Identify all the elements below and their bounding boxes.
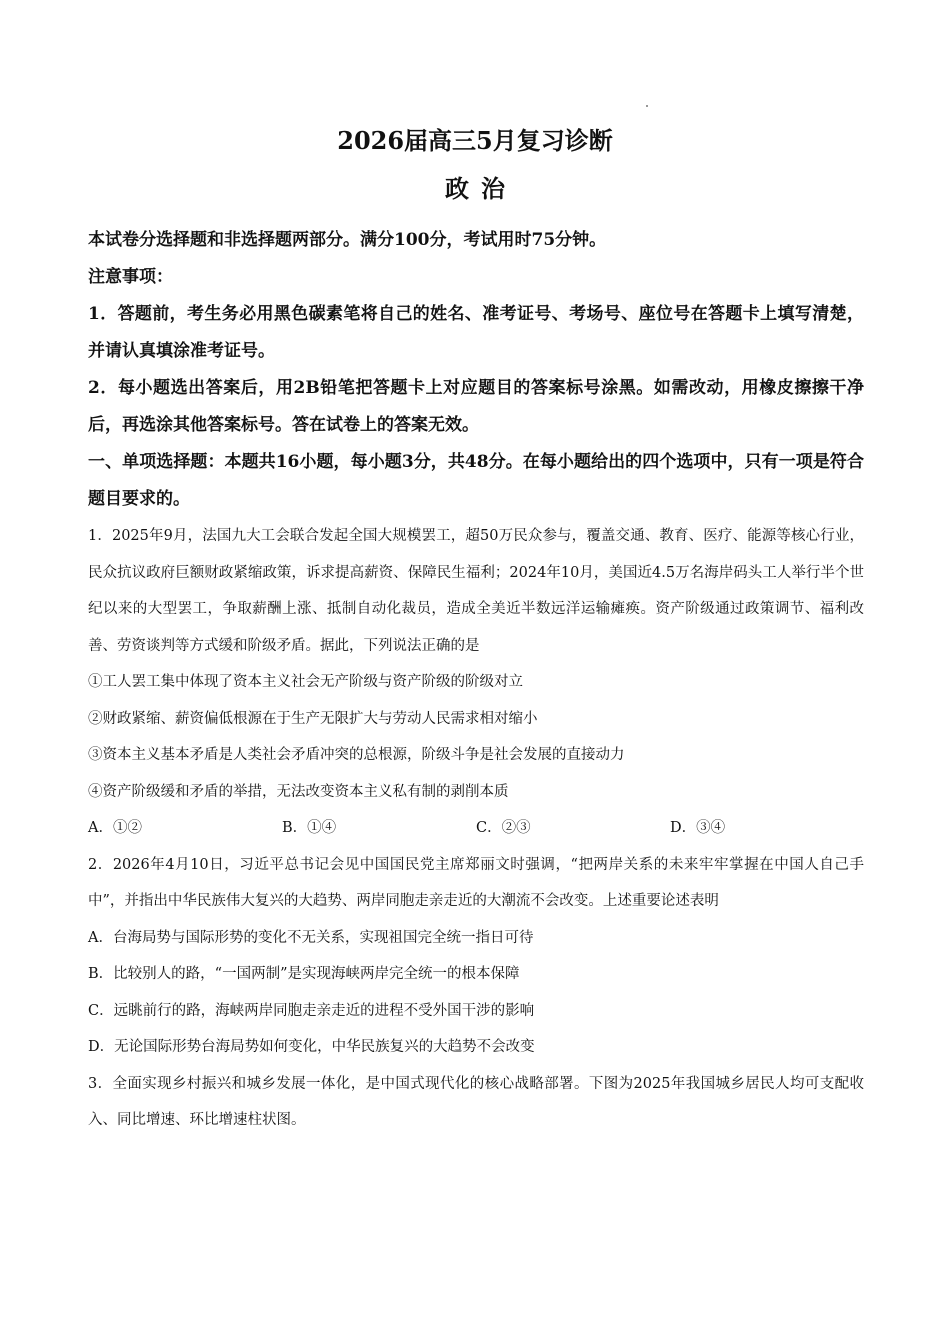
notice-item-2: 2．每小题选出答案后，用2B铅笔把答题卡上对应题目的答案标号涂黑。如需改动，用橡皮擦擦干净后，再选涂其他答案标号。答在试卷上的答案无效。 bbox=[88, 378, 864, 435]
option-c: C．②③ bbox=[476, 820, 531, 836]
question-stem: 1．2025年9月，法国九大工会联合发起全国大规模罢工，超50万民众参与，覆盖交通、教育、医疗、能源等核心行业，民众抗议政府巨额财政紧缩政策，诉求提高薪资、保障民生福利；2024年10月，美国近4.5万名海岸码头工人举行半个世纪以来的大型罢工，争取薪酬上涨、抵制自动化裁员，造成全美近半数远洋运输瘫痪。资产阶级通过政策调节、福利改善、劳资谈判等方式缓和阶级矛盾。据此，下列说法正确的是 bbox=[88, 528, 864, 654]
question-stem: 3．全面实现乡村振兴和城乡发展一体化，是中国式现代化的核心战略部署。下图为2025年我国城乡居民人均可支配收入、同比增速、环比增速柱状图。 bbox=[88, 1075, 864, 1128]
option-b: B．①④ bbox=[282, 820, 337, 836]
section-heading: 一、单项选择题：本题共16小题，每小题3分，共48分。在每小题给出的四个选项中，只有一项是符合题目要求的。 bbox=[88, 452, 864, 509]
question-3 bbox=[88, 1066, 864, 1139]
statement-item: ④资产阶级缓和矛盾的举措，无法改变资本主义私有制的剥削本质 bbox=[88, 783, 509, 800]
option-d: D．无论国际形势台海局势如何变化，中华民族复兴的大趋势不会改变 bbox=[88, 1039, 535, 1055]
notice-heading: 注意事项： bbox=[88, 267, 173, 287]
statement-item: ①工人罢工集中体现了资本主义社会无产阶级与资产阶级的阶级对立 bbox=[88, 674, 523, 690]
question-2 bbox=[88, 847, 864, 1066]
option-c: C．远眺前行的路，海峡两岸同胞走亲走近的进程不受外国干涉的影响 bbox=[88, 1002, 535, 1019]
exam-content bbox=[88, 222, 864, 1139]
question-1 bbox=[88, 518, 864, 847]
option-b: B．比较别人的路，“一国两制”是实现海峡两岸完全统一的根本保障 bbox=[88, 966, 520, 982]
option-a: A．台海局势与国际形势的变化不无关系，实现祖国完全统一指日可待 bbox=[88, 929, 534, 946]
notice-item-1: 1．答题前，考生务必用黑色碳素笔将自己的姓名、准考证号、考场号、座位号在答题卡上填写清楚，并请认真填涂准考证号。 bbox=[88, 304, 864, 361]
answer-options bbox=[88, 810, 864, 847]
statement-item: ②财政紧缩、薪资偏低根源在于生产无限扩大与劳动人民需求相对缩小 bbox=[88, 710, 538, 727]
question-stem: 2．2026年4月10日，习近平总书记会见中国国民党主席郑丽文时强调，“把两岸关系的未来牢牢掌握在中国人自己手中”，并指出中华民族伟大复兴的大趋势、两岸同胞走亲走近的大潮流不会改变。上述重要论述表明 bbox=[88, 856, 864, 909]
scan-dot bbox=[646, 105, 648, 107]
statement-item: ③资本主义基本矛盾是人类社会矛盾冲突的总根源，阶级斗争是社会发展的直接动力 bbox=[88, 747, 625, 763]
option-a: A．①② bbox=[88, 820, 142, 836]
exam-info: 本试卷分选择题和非选择题两部分。满分100分，考试用时75分钟。 bbox=[88, 230, 607, 250]
exam-subject: 政治 bbox=[445, 174, 517, 203]
exam-title: 2026届高三5月复习诊断 bbox=[337, 126, 613, 155]
option-d: D．③④ bbox=[670, 820, 726, 836]
